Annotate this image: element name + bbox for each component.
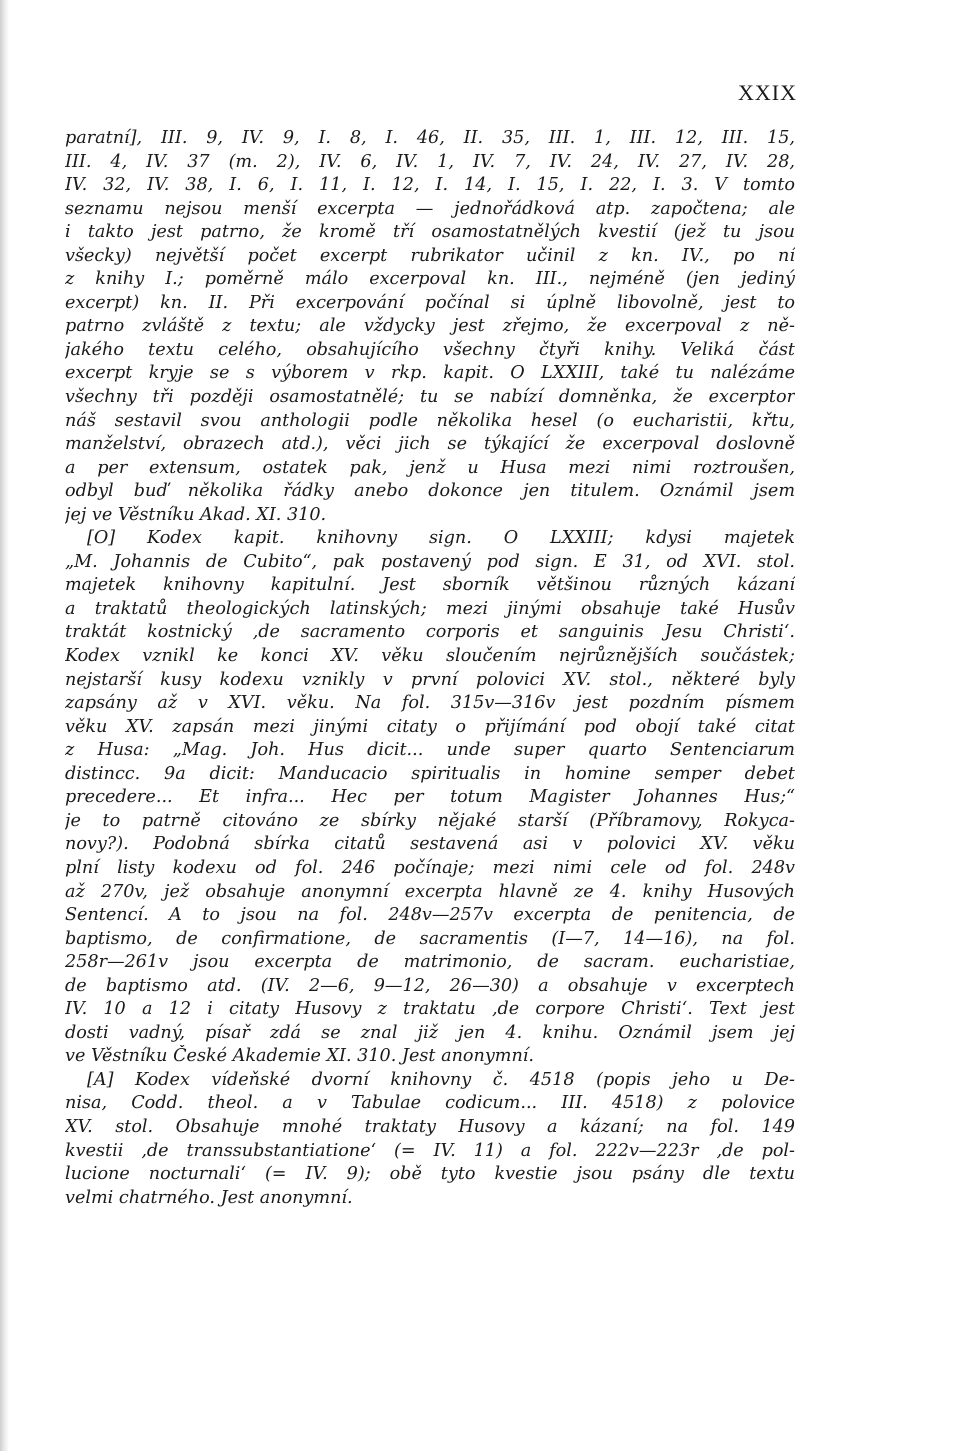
text-line: plní listy kodexu od fol. 246 počínaje; mezi nimi cele od fol. 248v bbox=[65, 857, 795, 878]
text-line: IV. 32, IV. 38, I. 6, I. 11, I. 12, I. 14, I. 15, I. 22, I. 3. V tomto bbox=[65, 175, 795, 196]
text-line: nejstarší kusy kodexu vznikly v první polovici XV. stol., některé byly bbox=[65, 669, 795, 690]
text-line: XV. stol. Obsahuje mnohé traktaty Husovy a kázaní; na fol. 149 bbox=[65, 1116, 795, 1137]
text-line: a per extensum, ostatek pak, jenž u Husa mezi nimi roztroušen, bbox=[65, 457, 795, 478]
text-line: patrno zvláště z textu; ale vždycky jest zřejmo, že excerpoval z ně- bbox=[65, 316, 795, 337]
text-line: excerpt) kn. II. Při excerpování počínal si úplně libovolně, jest to bbox=[65, 292, 795, 313]
text-line: novy?). Podobná sbírka citatů sestavená asi v polovici XV. věku bbox=[65, 834, 795, 855]
text-line: traktát kostnický ‚de sacramento corporis et sanguinis Jesu Christi‘. bbox=[65, 622, 795, 643]
text-line: [O] Kodex kapit. knihovny sign. O LXXIII; kdysi majetek bbox=[87, 528, 795, 549]
body-text bbox=[65, 127, 795, 1210]
text-line: III. 4, IV. 37 (m. 2), IV. 6, IV. 1, IV. 7, IV. 24, IV. 27, IV. 28, bbox=[65, 151, 795, 172]
text-line: z knihy I.; poměrně málo excerpoval kn. III., nejméně (jen jediný bbox=[65, 269, 795, 290]
text-line: baptismo, de confirmatione, de sacramentis (I—7, 14—16), na fol. bbox=[65, 928, 795, 949]
text-line: distincc. 9a dicit: Manducacio spiritualis in homine semper debet bbox=[65, 763, 795, 784]
text-line: náš sestavil svou anthologii podle několika hesel (o eucharistii, křtu, bbox=[65, 410, 795, 431]
text-line: kvestii ‚de transsubstantiatione‘ (= IV. 11) a fol. 222v—223r ‚de pol- bbox=[65, 1140, 795, 1161]
text-line: všechny tři později osamostatnělé; tu se nabízí domněnka, že excerptor bbox=[65, 387, 795, 408]
page-left-edge-shadow bbox=[0, 0, 9, 1451]
text-line: jakého textu celého, obsahujícího všechny čtyři knihy. Veliká část bbox=[65, 339, 795, 360]
text-line: paratní], III. 9, IV. 9, I. 8, I. 46, II. 35, III. 1, III. 12, III. 15, bbox=[65, 128, 795, 148]
text-line: a traktatů theologických latinských; mezi jinými obsahuje také Husův bbox=[65, 598, 795, 619]
text-line: i takto jest patrno, že kromě tří osamostatnělých kvestií (jež tu jsou bbox=[65, 222, 795, 243]
page-number: XXIX bbox=[738, 80, 797, 105]
text-line: excerpt kryje se s výborem v rkp. kapit. O LXXIII, také tu nalézáme bbox=[65, 363, 795, 384]
text-line: velmi chatrného. Jest anonymní. bbox=[65, 1187, 353, 1208]
text-line: seznamu nejsou menší excerpta — jednořádková atp. započtena; ale bbox=[65, 198, 795, 219]
text-line: manželství, obrazech atd.), věci jich se týkající že excerpoval doslovně bbox=[65, 434, 795, 455]
text-line: jej ve Věstníku Akad. XI. 310. bbox=[65, 504, 327, 525]
text-line: nisa, Codd. theol. a v Tabulae codicum... III. 4518) z polovice bbox=[65, 1093, 795, 1114]
text-line: lucione nocturnali‘ (= IV. 9); obě tyto kvestie jsou psány dle textu bbox=[65, 1164, 795, 1185]
text-line: IV. 10 a 12 i citaty Husovy z traktatu ‚de corpore Christi‘. Text jest bbox=[65, 999, 795, 1020]
text-line: je to patrně citováno ze sbírky nějaké starší (Příbramovy, Rokyca- bbox=[65, 810, 795, 831]
text-line: Sentencí. A to jsou na fol. 248v—257v excerpta de penitencia, de bbox=[65, 905, 795, 926]
text-line: majetek knihovny kapitulní. Jest sborník většinou různých kázaní bbox=[65, 575, 795, 596]
text-line: z Husa: „Mag. Joh. Hus dicit... unde super quarto Sentenciarum bbox=[65, 740, 795, 761]
text-line: ve Věstníku České Akademie XI. 310. Jest anonymní. bbox=[65, 1046, 534, 1067]
text-line: Kodex vznikl ke konci XV. věku sloučením nejrůznějších součástek; bbox=[65, 646, 795, 667]
text-line: precedere... Et infra... Hec per totum Magister Johannes Hus;“ bbox=[65, 787, 795, 808]
text-line: věku XV. zapsán mezi jinými citaty o přijímání pod obojí také citat bbox=[65, 716, 795, 737]
text-line: zapsány až v XVI. věku. Na fol. 315v—316v jest pozdním písmem bbox=[65, 693, 795, 714]
text-line: 258r—261v jsou excerpta de matrimonio, de sacram. eucharistiae, bbox=[65, 952, 795, 973]
text-line: „M. Johannis de Cubito“, pak postavený pod sign. E 31, od XVI. stol. bbox=[65, 551, 795, 572]
text-line: odbyl buď několika řádky anebo dokonce jen titulem. Oznámil jsem bbox=[65, 481, 795, 502]
text-line: až 270v, jež obsahuje anonymní excerpta hlavně ze 4. knihy Husových bbox=[65, 881, 795, 902]
text-line: všecky) největší počet excerpt rubrikator učinil z kn. IV., po ní bbox=[65, 245, 795, 266]
text-line: [A] Kodex vídeňské dvorní knihovny č. 4518 (popis jeho u De- bbox=[87, 1069, 795, 1090]
text-line: de baptismo atd. (IV. 2—6, 9—12, 26—30) a obsahuje v excerptech bbox=[65, 975, 795, 996]
text-line: dosti vadný, písař zdá se znal již jen 4. knihu. Oznámil jsem jej bbox=[65, 1022, 795, 1043]
